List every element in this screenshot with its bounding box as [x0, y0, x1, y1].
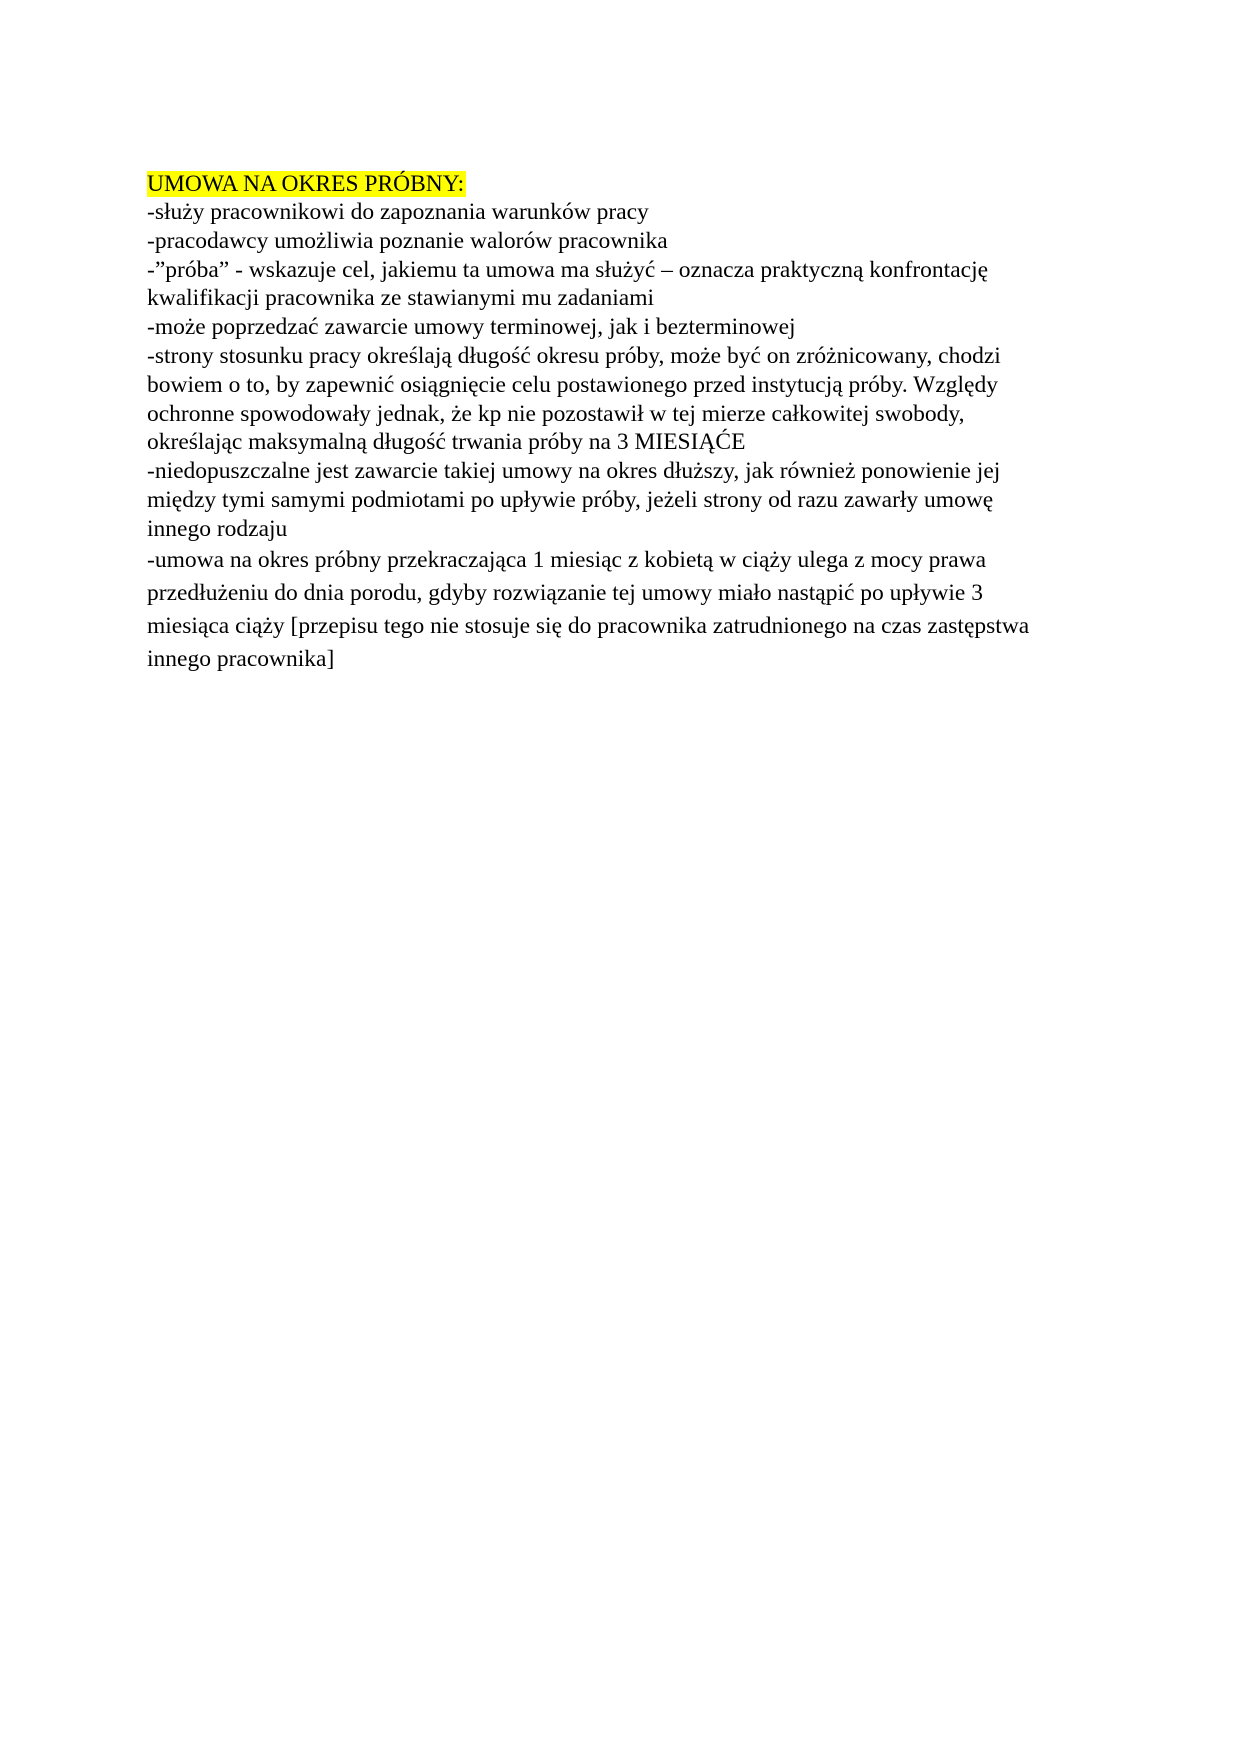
text-line: ochronne spowodowały jednak, że kp nie pozostawił w tej mierze całkowitej swobody,: [147, 400, 965, 427]
document-title: UMOWA NA OKRES PRÓBNY:: [147, 171, 465, 197]
text-line: określając maksymalną długość trwania próby na 3 MIESIĄĆE: [147, 429, 746, 456]
text-line: -strony stosunku pracy określają długość okresu próby, może być on zróżnicowany, chodzi: [147, 342, 1001, 369]
text-line: kwalifikacji pracownika ze stawianymi mu zadaniami: [147, 285, 655, 312]
text-line: innego pracownika]: [147, 645, 335, 672]
text-line: -służy pracownikowi do zapoznania warunków pracy: [147, 199, 649, 225]
text-line: -pracodawcy umożliwia poznanie walorów pracownika: [147, 227, 668, 254]
text-line: przedłużeniu do dnia porodu, gdyby rozwiązanie tej umowy miało nastąpić po upływie 3: [147, 579, 983, 606]
text-line: innego rodzaju: [147, 515, 288, 542]
title-line: [147, 170, 1097, 198]
text-line: bowiem o to, by zapewnić osiągnięcie celu postawionego przed instytucją próby. Względy: [147, 371, 998, 398]
text-line: -”próba” - wskazuje cel, jakiemu ta umowa ma służyć – oznacza praktyczną konfrontację: [147, 256, 989, 283]
text-line: -może poprzedzać zawarcie umowy terminowej, jak i bezterminowej: [147, 314, 796, 341]
text-line: między tymi samymi podmiotami po upływie próby, jeżeli strony od razu zawarły umowę: [147, 486, 994, 513]
text-line: -umowa na okres próbny przekraczająca 1 miesiąc z kobietą w ciąży ulega z mocy prawa: [147, 546, 987, 573]
document-body: [147, 170, 1097, 676]
text-line: -niedopuszczalne jest zawarcie takiej umowy na okres dłuższy, jak również ponowienie jej: [147, 458, 1001, 485]
text-line: miesiąca ciąży [przepisu tego nie stosuje się do pracownika zatrudnionego na czas zastępstwa: [147, 612, 1030, 639]
